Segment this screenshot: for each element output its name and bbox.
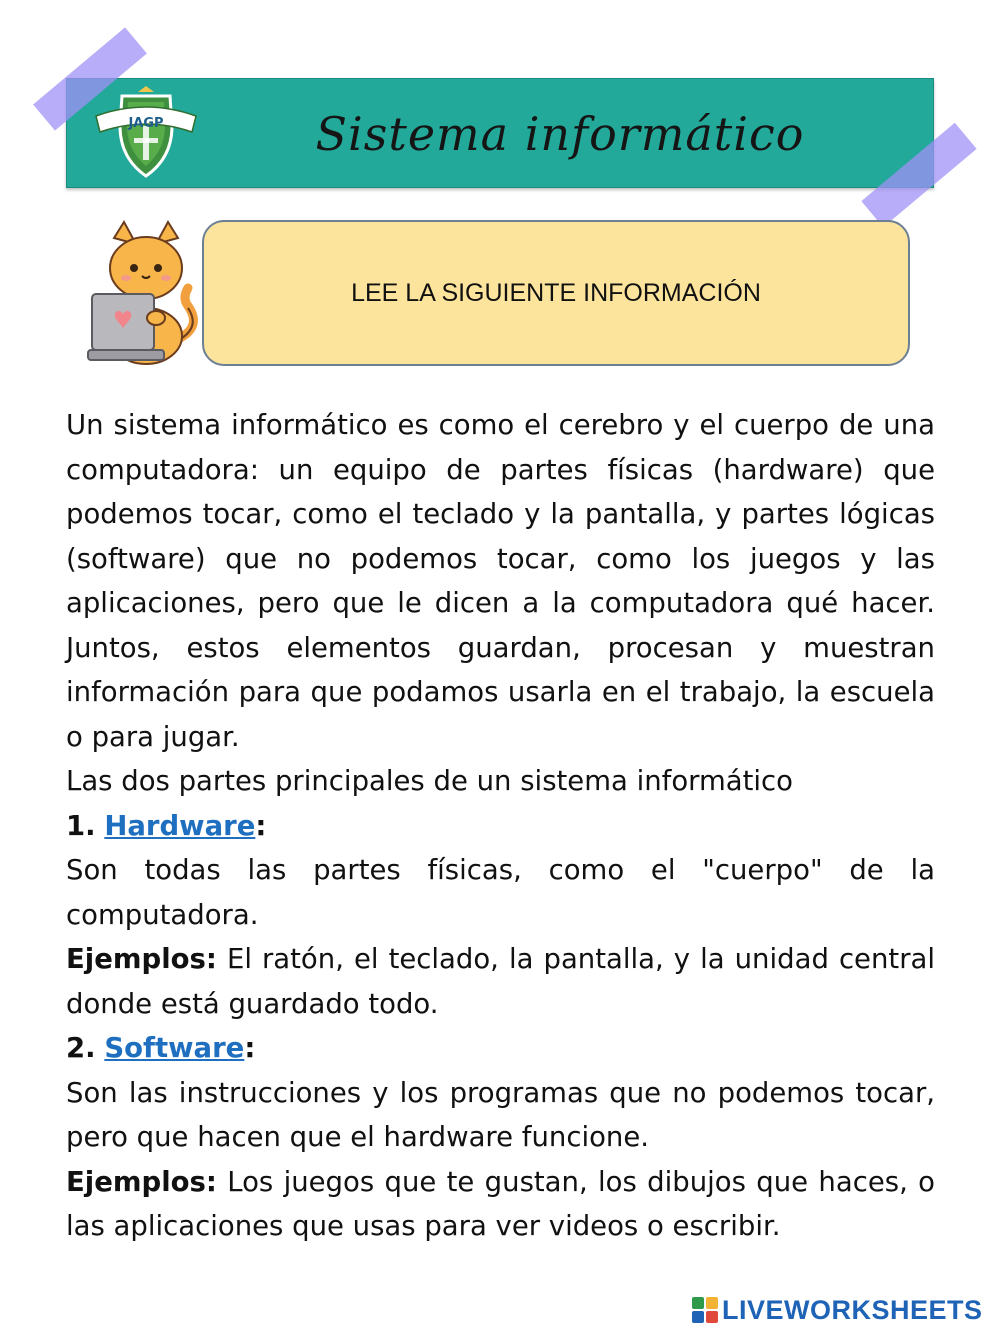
software-examples	[66, 1160, 935, 1249]
examples-text: El ratón, el teclado, la pantalla, y la unidad central donde está guardado todo.	[66, 943, 935, 1020]
section-number: 1.	[66, 809, 96, 842]
section-number: 2.	[66, 1032, 96, 1064]
intro-paragraph: Un sistema informático es como el cerebro y el cuerpo de una computadora: un equipo de partes físicas (hardware) que podemos tocar, como el teclado y la pantalla, y partes lógicas (software) que no podemos tocar, como los juegos y las aplicaciones, pero que le dicen a la computadora qué hacer. Juntos, estos elementos guardan, procesan y muestran información para que podamos usarla en el trabajo, la escuela o para jugar.	[66, 409, 935, 753]
hardware-definition: Son todas las partes físicas, como el "cuerpo" de la computadora.	[66, 854, 935, 931]
liveworksheets-logo[interactable]	[692, 1294, 983, 1326]
school-crest-logo	[92, 86, 200, 182]
hardware-link[interactable]: Hardware	[104, 809, 256, 842]
instruction-box	[202, 220, 910, 366]
heading-colon: :	[255, 809, 267, 842]
software-link[interactable]: Software	[104, 1032, 245, 1064]
examples-text: Los juegos que te gustan, los dibujos que haces, o las aplicaciones que usas para ver videos o escribir.	[66, 1165, 935, 1242]
cat-laptop-illustration	[84, 218, 202, 368]
examples-label: Ejemplos:	[66, 943, 217, 975]
liveworksheets-icon	[692, 1297, 718, 1323]
crest-text: JAGP	[128, 116, 164, 131]
software-definition: Son las instrucciones y los programas que no podemos tocar, pero que hacen que el hardware funcione.	[66, 1076, 935, 1153]
liveworksheets-brand: LIVEWORKSHEETS	[722, 1294, 983, 1325]
page-title: Sistema informático	[315, 107, 805, 161]
hardware-examples	[66, 937, 935, 1026]
document-body	[66, 403, 935, 1249]
section-heading-hardware	[66, 804, 935, 849]
heading-colon: :	[244, 1032, 256, 1064]
section-subtitle: Las dos partes principales de un sistema informático	[66, 765, 794, 797]
section-heading-software	[66, 1026, 935, 1071]
examples-label: Ejemplos:	[66, 1165, 217, 1198]
instruction-text: LEE LA SIGUIENTE INFORMACIÓN	[351, 278, 761, 307]
